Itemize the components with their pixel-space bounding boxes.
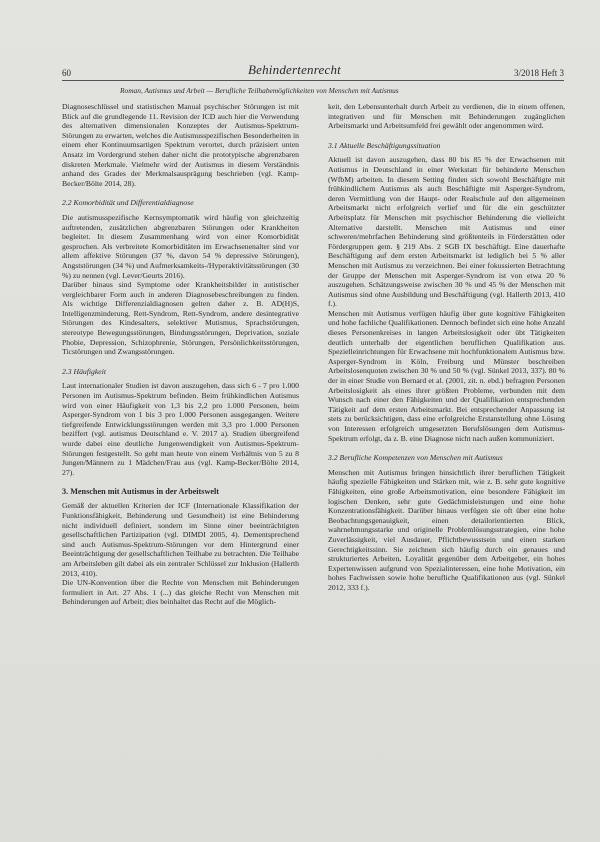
- issue-label: 3/2018 Heft 3: [514, 68, 564, 78]
- journal-title: Behindertenrecht: [248, 62, 341, 77]
- right-column: [328, 102, 565, 593]
- section-heading-3: 3. Menschen mit Autismus in der Arbeitswelt: [62, 487, 220, 497]
- section-heading-3-1: 3.1 Aktuelle Beschäftigungssituation: [328, 140, 441, 150]
- section-heading-2-3: 2.3 Häufigkeit: [62, 366, 106, 376]
- paragraph: keit, den Lebensunterhalt durch Arbeit zu verdienen, die in einem offenen, integrativen und für Menschen mit Behinderungen zugänglichen Arbeitsmarkt und Arbeitsumfeld frei gewählt oder angenommen wird.: [328, 102, 565, 131]
- paragraph: Diagnoseschlüssel und statistischen Manual psychischer Störungen ist mit Blick auf die grundlegende 11. Revision der ICD auch hier die Verwendung des alternativen dimensionalen Konzeptes der Autismus-Spektrum-Störungen zu erwarten, welches die Autismusspezifischen Besonderheiten in einem eher Kontinuumsartigen Spektrum verortet, durch präzisiert unten Ansatz im Vordergrund stehen daher nicht die prototypische abgrenzbaren diskreten Merkmale. Vielmehr wird der Autismus in diesem Verständnis anhand des Grades der Merkmalsausprägung beschrieben (vgl. Kamp-Becker/Bölte 2014, 28).: [62, 102, 299, 188]
- section-heading-2-2: 2.2 Komorbidität und Differentialdiagnose: [62, 198, 194, 208]
- running-header: [62, 62, 564, 80]
- paragraph: Darüber hinaus sind Symptome oder Krankheitsbilder in autistischer vergleichbarer Form auch in anderen Diagnosebeschreibungen zu finden. Als wichtige Differenzialdiagnosen gelten daher z. B. AD(H)S, Intelligenzminderung, Rett-Syndrom, Rett-Syndrom, andere desintegrative Störungen des Kindesalters, selektiver Mutismus, Sprachstörungen, stereotype Bewegungsstörungen, Bindungsstörungen, Deprivation, soziale Phobie, Depression, Schizophrenie, Störungen, Persönlichkeitsstörungen, Ticstörungen und Zwangsstörungen.: [62, 280, 299, 357]
- header-rule: [62, 80, 564, 81]
- paragraph: Die UN-Konvention über die Rechte von Menschen mit Behinderungen formuliert in Art. 27 Abs. 1 (...) das gleiche Recht von Menschen mit Behinderungen auf Arbeit; dies beinhaltet das Recht auf die Möglich-: [62, 578, 299, 607]
- page-number: 60: [62, 68, 71, 78]
- paragraph: Menschen mit Autismus bringen hinsichtlich ihrer beruflichen Tätigkeit häufig spezielle Fähigkeiten und Stärken mit, wie z. B. sehr gute kognitive Fähigkeiten, eine große Arbeitsmotivation, eine besondere Fähigkeit im logischen Denken, sehr gute Gedächtnisleistungen und eine hohe Konzentrationsfähigkeit. Darüber hinaus verfügen sie oft über eine hohe Beobachtungsgenauigkeit, einen detailorientierten Blick, wahrnehmungsstarke und originelle Problemlösungsstrategien, eine hohe Zuverlässigkeit, viel Ausdauer, Pflichtbewusstsein und einen starken Gerechtigkeitssinn. Sie zeichnen sich häufig durch ein genaues und strukturiertes Arbeiten, Loyalität gegenüber dem Arbeitgeber, ein hohes Expertenwissen aufgrund von Spezialinteressen, eine hohe Motivation, ein hohes Fachwissen sowie hohe berufliche Qualifikationen aus (vgl. Sünkel 2012, 333 f.).: [328, 467, 565, 592]
- paragraph: Gemäß der aktuellen Kriterien der ICF (Internationale Klassifikation der Funktionsfähigkeit, Behinderung und Gesundheit) ist eine Behinderung nicht individuell definiert, sondern im Sinne einer beeinträchtigten gesellschaftlichen Partizipation (vgl. DIMDI 2005, 4). Dementsprechend sind auch Autismus-Spektrum-Störungen vor dem Hintergrund einer Beeinträchtigung der gesellschaftlichen Teilhabe zu betrachten. Die Teilhabe am Arbeitsleben gilt dabei als ein zentraler Schlüssel zur Inklusion (Hallerth 2013, 410).: [62, 501, 299, 578]
- paragraph: Aktuell ist davon auszugehen, dass 80 bis 85 % der Erwachsenen mit Autismus in Deutschland in einer Werkstatt für behinderte Menschen (WfbM) arbeiten. In diesem Setting finden sich sowohl Beschäftigte mit frühkindlichem Autismus als auch Beschäftigte mit Asperger-Syndrom, deren Vermittlung von der Haupt- oder Realschule auf den allgemeinen Arbeitsmarkt nicht erfolgreich verlief und für die ein geschützter Arbeitsplatz für Menschen mit psychischer Behinderung die vielleicht Alternative darstellt. Menschen mit Autismus und einer schweren/mehrfachen Behinderung sind größtenteils in Förderstätten oder Fördergruppen gem. § 219 Abs. 2 SGB IX beschäftigt. Eine dauerhafte Beschäftigung auf dem ersten Arbeitsmarkt ist lediglich bei 5 % aller Menschen mit Autismus zu verzeichnen. Bei einer fokussierten Betrachtung der Gruppe der Menschen mit Asperger-Syndrom ist von etwa 20 % auszugehen. Schätzungsweise zwischen 30 % und 45 % der Menschen mit Autismus sind ohne Ausbildung und Beschäftigung (vgl. Hallerth 2013, 410 f.).: [328, 155, 565, 309]
- section-heading-3-2: 3.2 Berufliche Kompetenzen von Menschen mit Autismus: [328, 453, 503, 463]
- paragraph: Laut internationaler Studien ist davon auszugehen, dass sich 6 - 7 pro 1.000 Personen im Autismus-Spektrum befinden. Beim frühkindlichen Autismus wird von einer Häufigkeit von 1,3 bis 2,2 pro 1.000 Personen, beim Asperger-Syndrom von 1 bis 3 pro 1.000 Personen ausgegangen. Weitere tiefgreifende Entwicklungsstörungen werden mit 3,3 pro 1.000 Personen beziffert (vgl. autismus Deutschland e. V. 2017 a). Studien übergreifend wurde dabei eine deutliche Jungenwendigkeit von Autismus-Spektrum-Störungen festgestellt. So geht man heute von einem Verhältnis von 5 zu 8 Jungen/Männern zu 1 Mädchen/Frau aus (vgl. Kamp-Becker/Bölte 2014, 27).: [62, 381, 299, 477]
- paragraph: Menschen mit Autismus verfügen häufig über gute kognitive Fähigkeiten und hohe fachliche Qualifikationen. Dennoch befindet sich eine hohe Anzahl dieses Personenkreises in langen Arbeitslosigkeit oder übt Tätigkeiten deutlich unterhalb der eigentlichen beruflichen Qualifikation aus. Spezielleinrichtungen für Erwachsene mit hochfunktionalem Autismus bzw. Asperger-Syndrom in Köln, Freiburg und Münster beschreiben Arbeitslosenquoten zwischen 30 % und 50 % (vgl. Sünkel 2013, 337). 80 % der in einer Studie von Bernard et al. (2001, zit. n. ebd.) befragten Personen Arbeitslosigkeit als eines ihrer größten Probleme, verbunden mit dem Wunsch nach einer den Fähigkeiten und der Qualifikation entsprechenden Tätigkeit auf dem ersten Arbeitsmarkt. Bei entsprechender Anpassung ist stets zu berücksichtigen, dass eine erfolgreiche Erstanstellung ohne Lösung von Interessen erfolgreich umgesetzten Berufslösungen dem Autismus-Spektrum erfolgt, da z. B. eine Diagnose nicht nach außen kommuniziert.: [328, 308, 565, 443]
- left-column: [62, 102, 299, 607]
- article-subheader: Roman, Autismus und Arbeit — Berufliche Teilhabemöglichkeiten von Menschen mit Autismus: [120, 86, 399, 95]
- paragraph: Die autismusspezifische Kernsymptomatik wird häufig von gleichzeitig auftretenden, zusätzlichen abgrenzbaren Störungen oder Krankheiten begleitet. In diesem Zusammenhang wird von einer Komorbidität gesprochen. Als verbreitete Komorbiditäten im Erwachsenenalter sind vor allem affektive Störungen (37 %, davon 54 % depressive Störungen), Angststörungen (34 %) und Aufmerksamkeits-/Hyperaktivitätsstörungen (30 %) zu nennen (vgl. Lever/Geurts 2016).: [62, 212, 299, 280]
